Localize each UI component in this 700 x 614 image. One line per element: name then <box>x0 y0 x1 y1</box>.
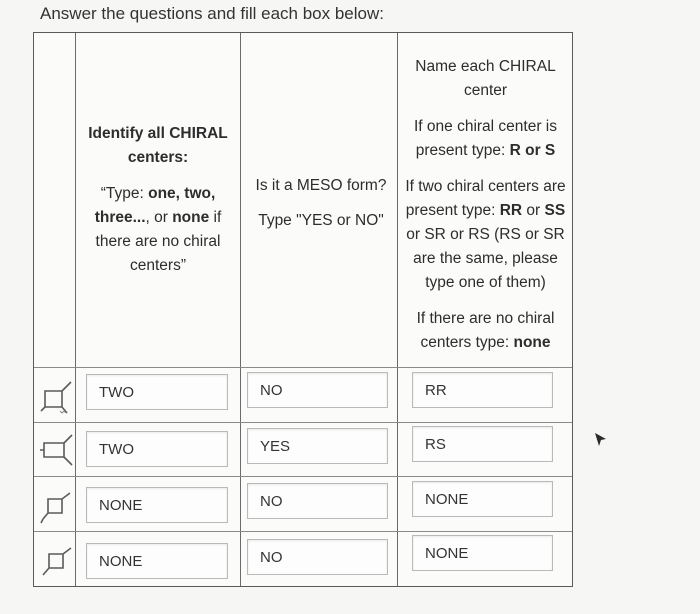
header-no-center-rule: If there are no chiral centers type: none <box>416 310 555 351</box>
answer-table <box>33 32 573 587</box>
instruction-text: Answer the questions and fill each box below: <box>40 4 384 23</box>
configuration-input[interactable]: NONE <box>412 535 553 571</box>
chiral-count-input[interactable]: TWO <box>86 374 228 410</box>
chiral-count-input[interactable]: NONE <box>86 543 228 579</box>
header-configuration-title: Name each CHIRAL center <box>415 58 556 99</box>
molecule-2-icon <box>40 431 74 471</box>
chiral-count-input[interactable]: TWO <box>86 431 228 467</box>
row-divider <box>34 422 572 423</box>
molecule-3-icon <box>40 485 74 525</box>
header-one-center-rule: If one chiral center is present type: R or S <box>413 118 557 159</box>
chiral-count-input[interactable]: NONE <box>86 487 228 523</box>
row-divider <box>34 476 572 477</box>
molecule-1-icon <box>40 377 74 417</box>
mouse-cursor-icon <box>594 432 608 448</box>
header-configuration <box>398 55 573 355</box>
row-divider <box>34 531 572 532</box>
header-two-center-rule: If two chiral centers are present type: RR or SS or SR or RS (RS or SR are the same, please type one of them) <box>405 178 566 291</box>
configuration-input[interactable]: RS <box>412 426 553 462</box>
header-chiral-count-title: Identify all CHIRAL centers: <box>88 125 228 166</box>
meso-input[interactable]: NO <box>247 483 388 519</box>
header-meso-question: Is it a MESO form? <box>255 177 387 194</box>
column-divider <box>75 33 76 586</box>
configuration-input[interactable]: NONE <box>412 481 553 517</box>
meso-input[interactable]: NO <box>247 539 388 575</box>
row-divider <box>34 367 572 368</box>
header-chiral-count-note: “Type: one, two, three..., or none if there are no chiral centers” <box>94 185 222 274</box>
meso-input[interactable]: NO <box>247 372 388 408</box>
molecule-4-icon <box>40 540 74 580</box>
header-meso-prompt: Type "YES or NO" <box>258 212 384 229</box>
meso-input[interactable]: YES <box>247 428 388 464</box>
configuration-input[interactable]: RR <box>412 372 553 408</box>
header-meso <box>242 174 400 233</box>
header-chiral-count <box>78 122 238 278</box>
column-divider <box>240 33 241 586</box>
